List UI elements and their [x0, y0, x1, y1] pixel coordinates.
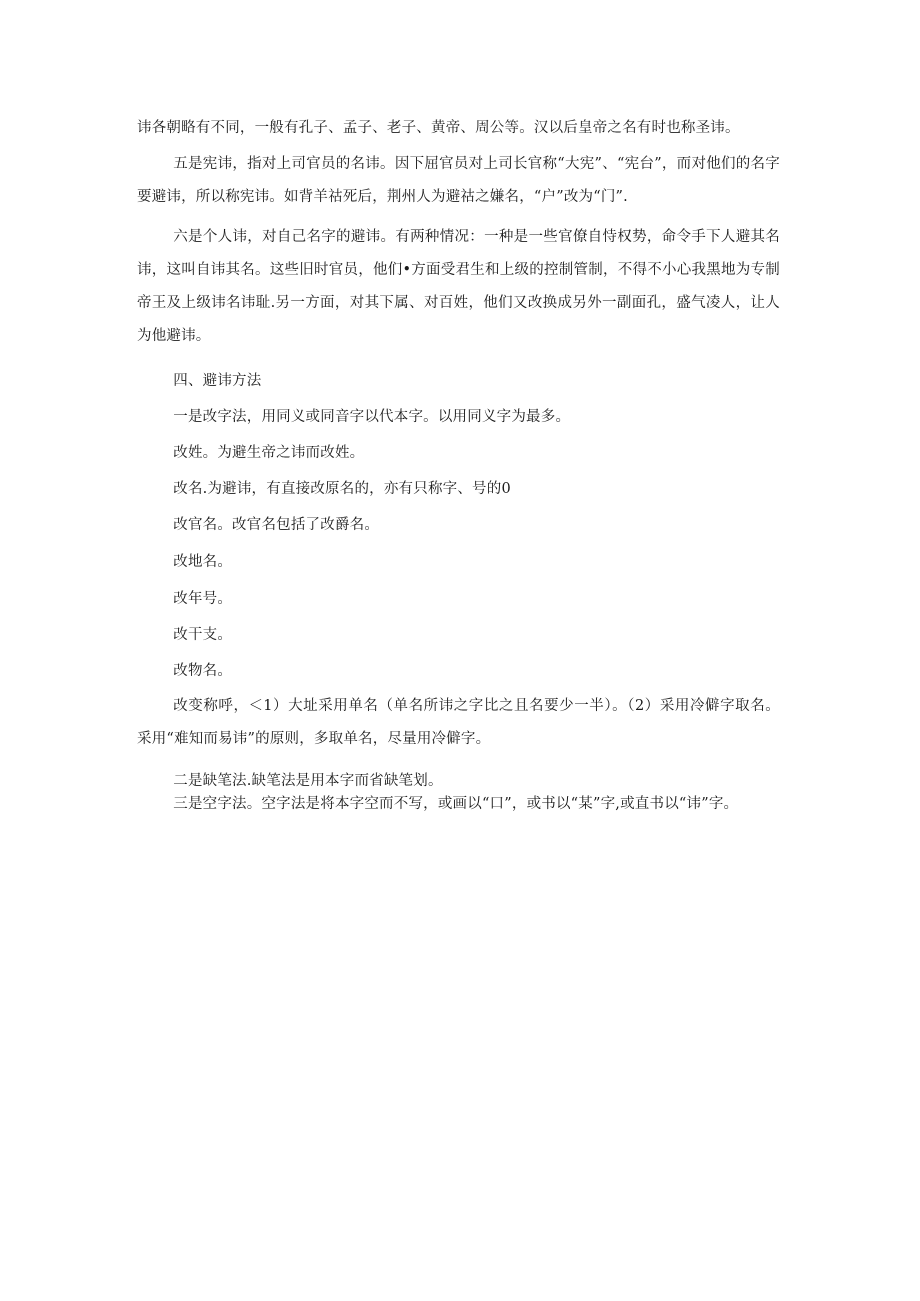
paragraph-superior-taboo: 五是宪讳，指对上司官员的名讳。因下屈官员对上司长官称“大宪”、“宪台”，而对他们的名字要避讳，所以称宪讳。如背羊祜死后，荆州人为避祜之嫌名，“户”改为“门”.	[137, 156, 780, 205]
list-item-change-office-name: 改官名。改官名包括了改爵名。	[173, 517, 380, 533]
paragraph-change-address: 改变称呼，＜1）大址采用单名（单名所讳之字比之且名要少一半）。（2）采用冷僻字取名。采用“难知而易讳”的原则，多取单名，尽量用冷僻字。	[137, 698, 780, 747]
paragraph-missing-stroke-method: 二是缺笔法.缺笔法是用本字而省缺笔划。	[173, 773, 443, 789]
paragraph-personal-taboo: 六是个人讳，对自己名字的避讳。有两种情况：一种是一些官僚自恃权势，命令手下人避其名讳，这叫自讳其名。这些旧时官员，他们•方面受君生和上级的控制管制，不得不小心我黑地为专制帝王及上级讳名讳耻.另一方面，对其下属、对百姓，他们又改换成另外一副面孔，盛气凌人，让人为他避讳。	[137, 229, 780, 344]
paragraph-blank-character-method: 三是空字法。空字法是将本字空而不写，或画以“口”，或书以“某”字,或直书以“讳”字。	[173, 796, 739, 812]
paragraph-change-character-method: 一是改字法，用同义或同音字以代本字。以用同义字为最多。	[173, 409, 571, 425]
section-heading-taboo-methods: 四、避讳方法	[173, 373, 262, 389]
list-item-change-surname: 改姓。为避生帝之讳而改姓。	[173, 445, 365, 461]
paragraph-taboo-sages: 讳各朝略有不同，一般有孔子、孟子、老子、黄帝、周公等。汉以后皇帝之名有时也称圣讳。	[137, 120, 740, 136]
list-item-change-place-name: 改地名。	[173, 554, 233, 570]
list-item-change-era-name: 改年号。	[173, 591, 233, 607]
list-item-change-stems-branches: 改干支。	[173, 627, 233, 643]
list-item-change-name: 改名.为避讳，有直接改原名的，亦有只称字、号的0	[173, 481, 511, 497]
list-item-change-object-name: 改物名。	[173, 663, 233, 679]
